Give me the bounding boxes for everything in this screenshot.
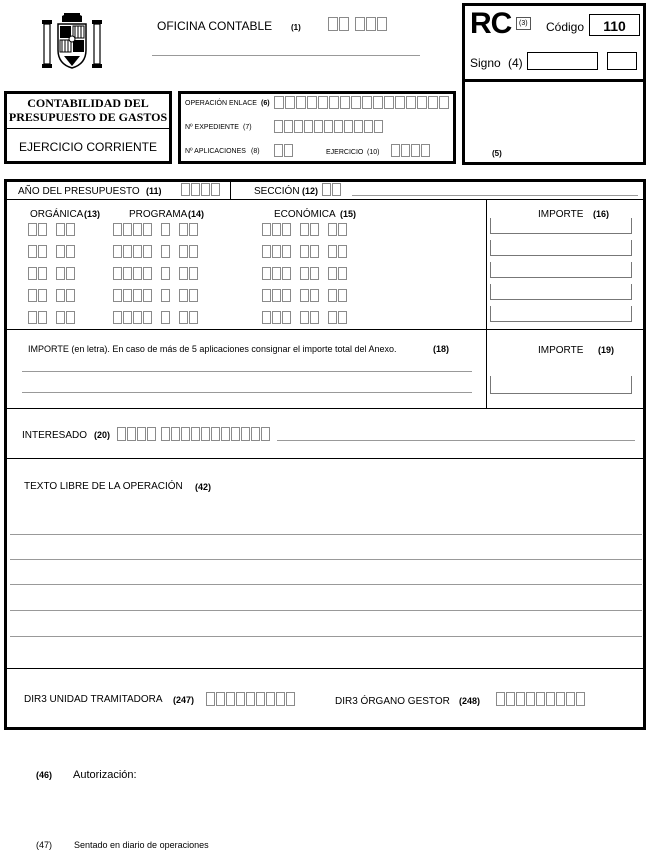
organica-cells[interactable] <box>28 245 75 258</box>
contabilidad-line2: PRESUPUESTO DE GASTOS <box>8 110 168 124</box>
signo-input-2[interactable] <box>607 52 637 70</box>
oficina-line <box>152 55 420 56</box>
texto-libre-line-4[interactable] <box>10 610 642 611</box>
dir3-organo-label: DIR3 ÓRGANO GESTOR <box>335 696 450 707</box>
field-num-47: (47) <box>36 840 53 850</box>
economica-label: ECONÓMICA <box>274 209 336 220</box>
programa-cells[interactable] <box>113 245 198 258</box>
importe-total-label: IMPORTE <box>538 345 584 356</box>
programa-cells[interactable] <box>113 289 198 302</box>
field-num-8: (8) <box>251 148 260 155</box>
coat-of-arms-logo <box>40 10 104 74</box>
contabilidad-title <box>4 96 172 124</box>
economica-cells[interactable] <box>262 245 347 258</box>
field-num-4: (4) <box>508 56 523 70</box>
interesado-line[interactable] <box>277 440 635 441</box>
contabilidad-divider <box>7 128 169 129</box>
dir3-organo-cells[interactable] <box>496 692 585 706</box>
expediente-label: Nº EXPEDIENTE <box>185 124 239 131</box>
importe-column-divider <box>486 200 487 408</box>
importe-label: IMPORTE <box>538 209 584 220</box>
codigo-label: Código <box>546 20 585 34</box>
field-num-20: (20) <box>94 430 111 440</box>
field-num-247: (247) <box>173 695 195 705</box>
economica-cells[interactable] <box>262 311 347 324</box>
field-num-6: (6) <box>261 100 270 107</box>
importe-total-field[interactable] <box>490 376 632 394</box>
programa-cells[interactable] <box>113 267 198 280</box>
field-num-11: (11) <box>146 186 162 196</box>
field-num-5: (5) <box>492 149 502 158</box>
field-num-18: (18) <box>433 344 450 354</box>
importe-row-field[interactable] <box>490 262 632 278</box>
seccion-line <box>352 195 638 196</box>
row-divider-4 <box>6 458 644 459</box>
organica-cells[interactable] <box>28 311 75 324</box>
diario-operaciones-label: Sentado en diario de operaciones <box>74 840 209 850</box>
texto-libre-line-3[interactable] <box>10 584 642 585</box>
importe-row-field[interactable] <box>490 218 632 234</box>
importe-letra-line-1[interactable] <box>22 371 472 372</box>
economica-cells[interactable] <box>262 267 347 280</box>
ejercicio-corriente: EJERCICIO CORRIENTE <box>18 140 157 154</box>
anio-cells[interactable] <box>181 183 220 196</box>
oficina-contable-label: OFICINA CONTABLE <box>157 19 273 33</box>
operacion-enlace-label: OPERACIÓN ENLACE <box>185 100 257 107</box>
row-divider-3 <box>6 408 644 409</box>
importe-letra-label: IMPORTE (en letra). En caso de más de 5 aplicaciones consignar el importe total del Anexo. <box>28 344 397 354</box>
field-num-1: (1) <box>291 23 301 32</box>
rc-title: RC <box>470 7 512 40</box>
dir3-unidad-cells[interactable] <box>206 692 295 706</box>
anio-presupuesto-label: AÑO DEL PRESUPUESTO <box>18 186 140 197</box>
interesado-nif-cells[interactable] <box>117 427 270 441</box>
field-num-13: (13) <box>84 209 101 219</box>
programa-cells[interactable] <box>113 223 198 236</box>
anio-seccion-divider <box>230 181 231 199</box>
texto-libre-line-5[interactable] <box>10 636 642 637</box>
row-divider-1 <box>6 199 644 200</box>
texto-libre-line-2[interactable] <box>10 559 642 560</box>
field-num-248: (248) <box>459 696 481 706</box>
aplicaciones-label: Nº APLICACIONES <box>185 148 246 155</box>
signo-input[interactable] <box>527 52 598 70</box>
ejercicio-cells[interactable] <box>391 144 430 157</box>
field-num-14: (14) <box>188 209 205 219</box>
operacion-enlace-cells[interactable] <box>274 96 449 109</box>
importe-row-field[interactable] <box>490 306 632 322</box>
texto-libre-line-1[interactable] <box>10 534 642 535</box>
row-divider-5 <box>6 668 644 669</box>
programa-cells[interactable] <box>113 311 198 324</box>
economica-cells[interactable] <box>262 223 347 236</box>
ejercicio-label: EJERCICIO <box>326 149 364 156</box>
organica-cells[interactable] <box>28 289 75 302</box>
field-num-3: (3) <box>516 17 531 30</box>
importe-row-field[interactable] <box>490 284 632 300</box>
row-divider-2 <box>6 329 644 330</box>
box-5 <box>462 79 646 165</box>
signo-label: Signo <box>470 56 501 70</box>
expediente-cells[interactable] <box>274 120 383 133</box>
aplicaciones-cells[interactable] <box>274 144 293 157</box>
field-num-12: (12) <box>302 186 319 196</box>
field-num-15: (15) <box>340 209 357 219</box>
importe-row-field[interactable] <box>490 240 632 256</box>
economica-cells[interactable] <box>262 289 347 302</box>
field-num-42: (42) <box>195 482 212 492</box>
field-num-7: (7) <box>243 124 252 131</box>
organica-label: ORGÁNICA <box>30 209 84 220</box>
oficina-code-cells[interactable] <box>328 17 387 31</box>
field-num-16: (16) <box>593 209 610 219</box>
seccion-label: SECCIÓN <box>254 186 300 197</box>
field-num-19: (19) <box>598 345 615 355</box>
texto-libre-label: TEXTO LIBRE DE LA OPERACIÓN <box>24 481 183 492</box>
contabilidad-line1: CONTABILIDAD DEL <box>27 96 149 110</box>
autorizacion-label: Autorización: <box>73 769 137 781</box>
importe-letra-line-2[interactable] <box>22 392 472 393</box>
field-num-10: (10) <box>367 149 380 156</box>
field-num-46: (46) <box>36 770 53 780</box>
interesado-label: INTERESADO <box>22 430 88 441</box>
organica-cells[interactable] <box>28 267 75 280</box>
seccion-cells[interactable] <box>322 183 341 196</box>
programa-label: PROGRAMA <box>129 209 188 220</box>
dir3-unidad-label: DIR3 UNIDAD TRAMITADORA <box>24 694 163 705</box>
organica-cells[interactable] <box>28 223 75 236</box>
codigo-value: 110 <box>589 14 640 36</box>
